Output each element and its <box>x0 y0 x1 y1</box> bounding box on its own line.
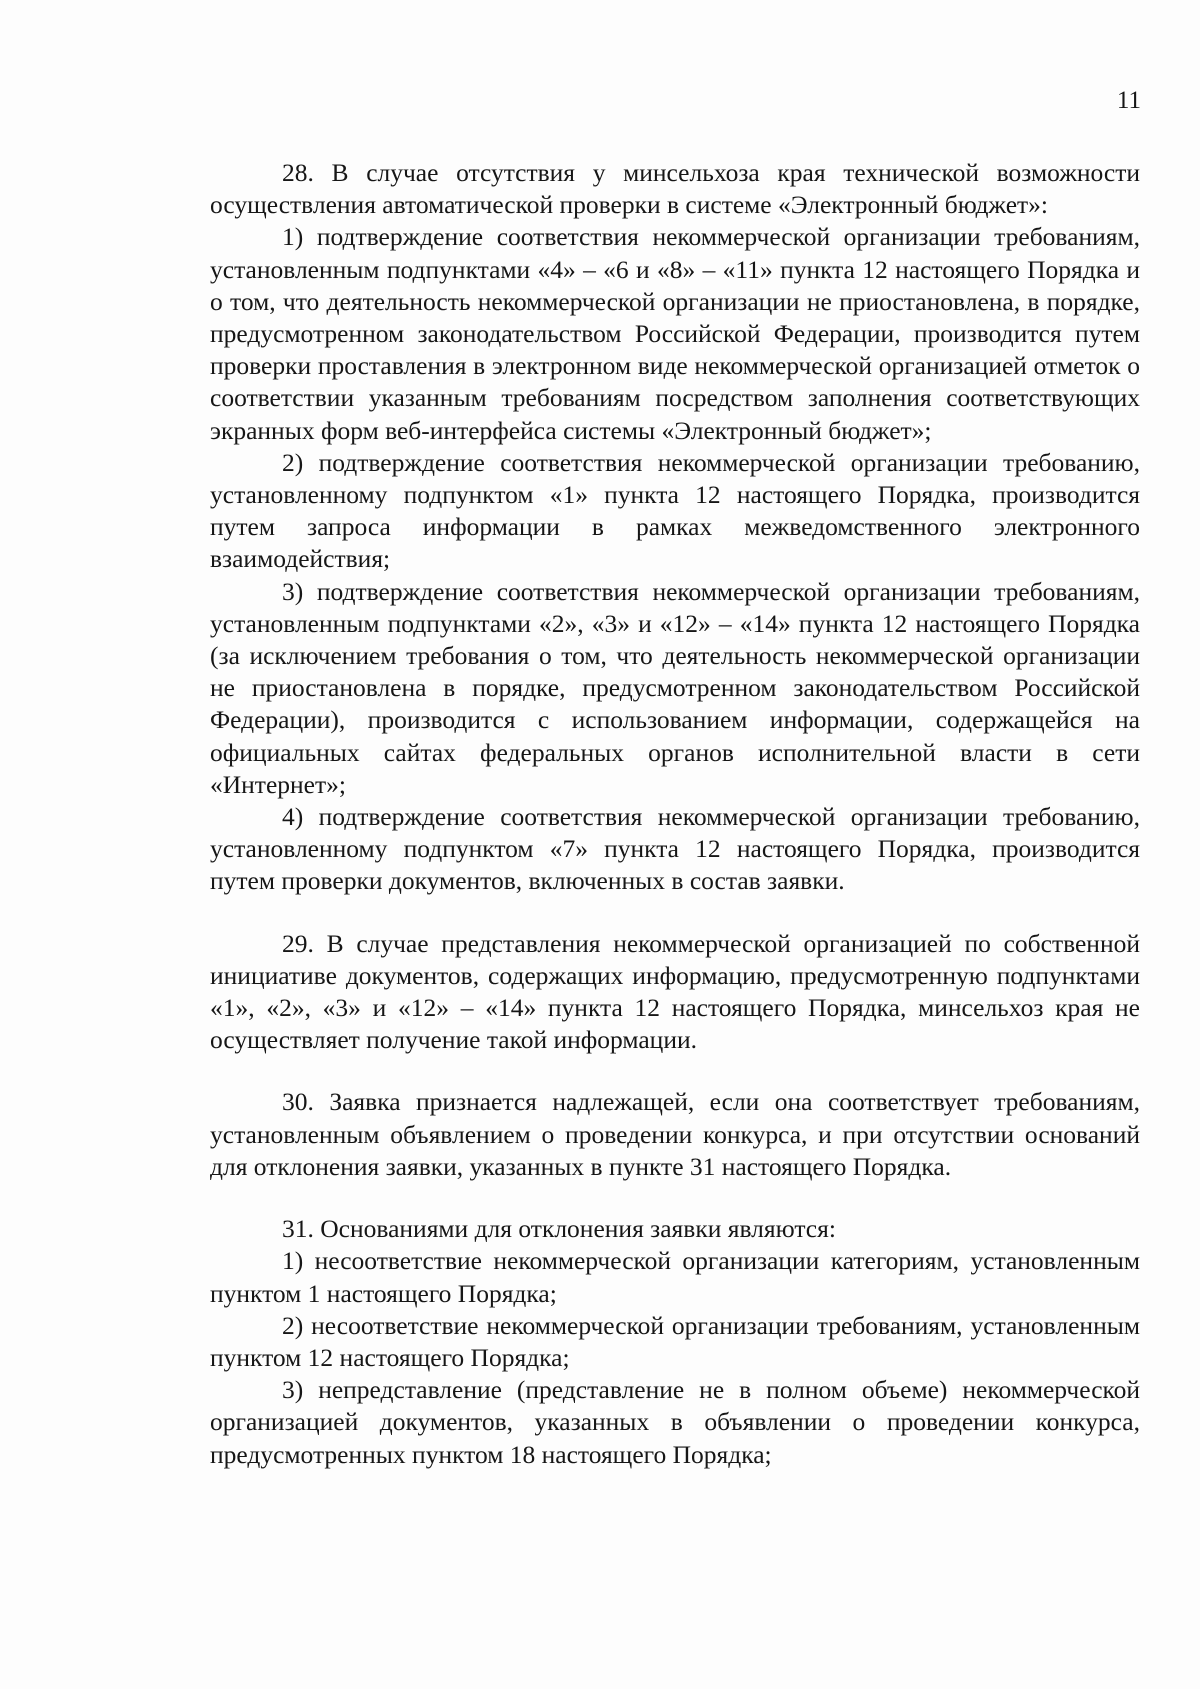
paragraph-28-item-4: 4) подтверждение соответствия некоммерческой организации требованию, установленному подпунктом «7» пункта 12 настоящего Порядка, производится путем проверки документов, включенных в состав заявки. <box>210 802 1140 896</box>
document-body <box>210 157 1140 1471</box>
paragraph-28-item-3: 3) подтверждение соответствия некоммерческой организации требованиям, установленным подпунктами «2», «3» и «12» – «14» пункта 12 настоящего Порядка (за исключением требования о том, что деятельность некоммерческой организации не приостановлена в порядке, предусмотренном законодательством Российской Федерации), производится с использованием информации, содержащейся на официальных сайтах федеральных органов исполнительной власти в сети «Интернет»; <box>210 576 1140 799</box>
paragraph-31: 31. Основаниями для отклонения заявки являются: <box>282 1214 836 1244</box>
paragraph-29: 29. В случае представления некоммерческой организацией по собственной инициативе документов, содержащих информацию, предусмотренную подпунктами «1», «2», «3» и «12» – «14» пункта 12 настоящего Порядка, минсельхоз края не осуществляет получение такой информации. <box>210 928 1140 1055</box>
page-number: 11 <box>1116 87 1141 114</box>
paragraph-28-item-2: 2) подтверждение соответствия некоммерческой организации требованию, установленному подпунктом «1» пункта 12 настоящего Порядка, производится путем запроса информации в рамках межведомственного электронного взаимодействия; <box>210 447 1140 574</box>
paragraph-30: 30. Заявка признается надлежащей, если она соответствует требованиям, установленным объявлением о проведении конкурса, и при отсутствии оснований для отклонения заявки, указанных в пункте 31 настоящего Порядка. <box>210 1087 1140 1181</box>
paragraph-31-item-1: 1) несоответствие некоммерческой организации категориям, установленным пунктом 1 настоящего Порядка; <box>210 1246 1140 1308</box>
paragraph-31-item-2: 2) несоответствие некоммерческой организации требованиям, установленным пунктом 12 настоящего Порядка; <box>210 1310 1140 1372</box>
paragraph-28-item-1: 1) подтверждение соответствия некоммерческой организации требованиям, установленным подпунктами «4» – «6 и «8» – «11» пункта 12 настоящего Порядка и о том, что деятельность некоммерческой организации не приостановлена, в порядке, предусмотренном законодательством Российской Федерации, производится путем проверки проставления в электронном виде некоммерческой организацией отметок о соответствии указанным требованиям посредством заполнения соответствующих экранных форм веб-интерфейса системы «Электронный бюджет»; <box>210 222 1140 445</box>
paragraph-28: 28. В случае отсутствия у минсельхоза края технической возможности осуществления автоматической проверки в системе «Электронный бюджет»: <box>210 158 1140 220</box>
paragraph-31-item-3: 3) непредставление (представление не в полном объеме) некоммерческой организацией документов, указанных в объявлении о проведении конкурса, предусмотренных пунктом 18 настоящего Порядка; <box>210 1375 1140 1469</box>
